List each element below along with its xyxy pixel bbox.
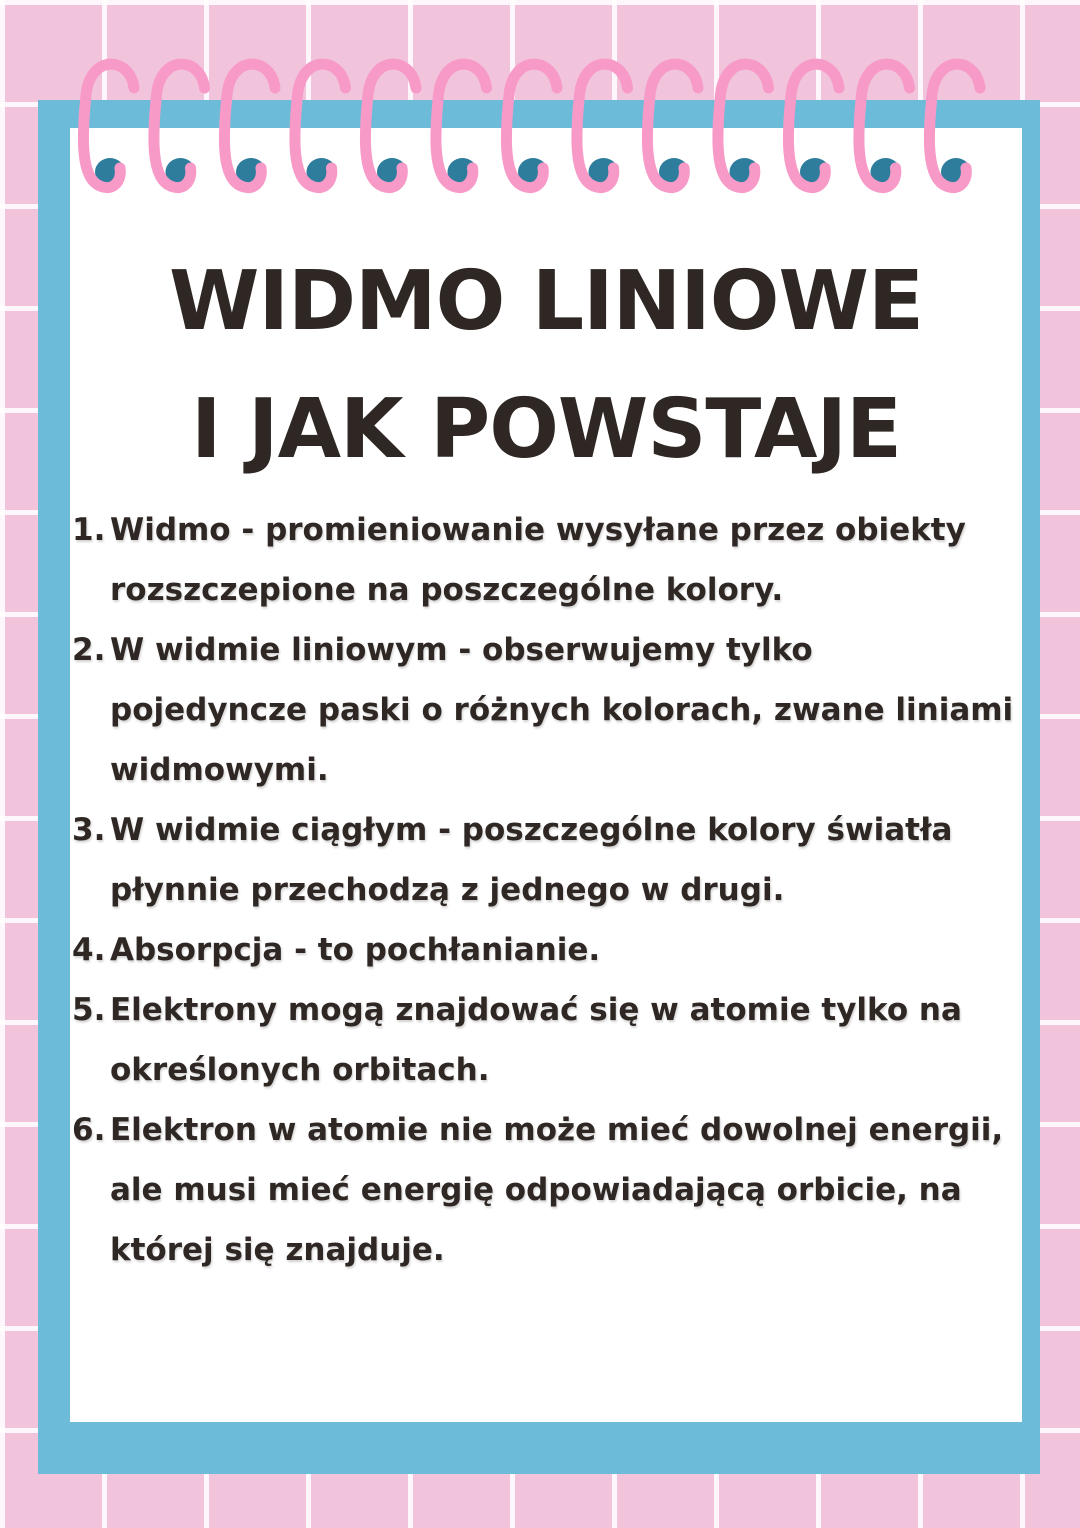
item-number: 6.	[72, 1112, 106, 1148]
item-text: - obserwujemy tylko pojedyncze paski o różnych kolorach, zwane liniami widmowymi.	[110, 632, 1014, 788]
list-item	[72, 980, 1017, 1100]
list-item	[72, 1100, 1017, 1280]
item-text: - to pochłanianie.	[294, 932, 601, 968]
item-term: W widmie ciągłym	[110, 812, 428, 848]
list-item	[72, 620, 1017, 800]
title-line-2: I JAK POWSTAJE	[191, 382, 901, 477]
item-number: 4.	[72, 932, 106, 968]
list-item	[72, 920, 1017, 980]
item-text: Elektron w atomie nie może mieć dowolnej energii, ale musi mieć energię odpowiadającą orbicie, na której się znajduje.	[110, 1112, 1004, 1268]
item-text: - poszczególne kolory światła płynnie przechodzą z jednego w drugi.	[110, 812, 953, 908]
list-item	[72, 500, 1017, 620]
item-term: Widmo	[110, 512, 231, 548]
item-text: - promieniowanie wysyłane przez obiekty rozszczepione na poszczególne kolory.	[110, 512, 966, 608]
title-line-1: WIDMO LINIOWE	[169, 254, 923, 349]
item-term: W widmie liniowym	[110, 632, 448, 668]
item-number: 3.	[72, 812, 106, 848]
spiral-binding-icon	[0, 0, 1080, 210]
item-text: Elektrony mogą znajdować się w atomie tylko na określonych orbitach.	[110, 992, 962, 1088]
definition-list	[72, 500, 1017, 1280]
item-number: 2.	[72, 632, 106, 668]
item-number: 5.	[72, 992, 106, 1028]
list-item	[72, 800, 1017, 920]
item-number: 1.	[72, 512, 106, 548]
page-title	[70, 238, 1022, 494]
item-term: Absorpcja	[110, 932, 284, 968]
